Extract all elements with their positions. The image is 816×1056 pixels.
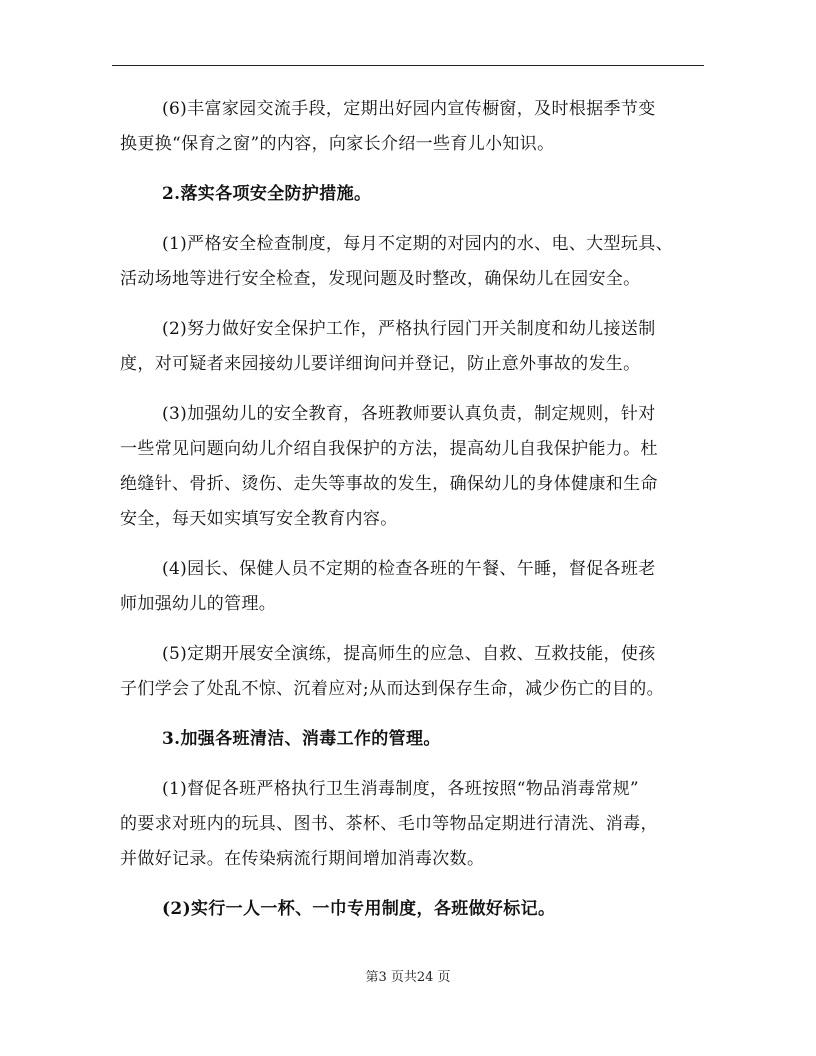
paragraph-staff-checks: [120, 552, 712, 622]
paragraph-safety-drills: [120, 637, 712, 707]
text-line: 并做好记录。在传染病流行期间增加消毒次数。: [120, 849, 485, 869]
text-line: (1)督促各班严格执行卫生消毒制度，各班按照“物品消毒常规”: [162, 779, 639, 799]
text-line: 子们学会了处乱不惊、沉着应对;从而达到保存生命，减少伤亡的目的。: [120, 679, 664, 699]
text-line: (6)丰富家园交流手段，定期出好园内宣传橱窗，及时根据季节变: [162, 99, 656, 119]
text-line: (1)严格安全检查制度，每月不定期的对园内的水、电、大型玩具、: [162, 234, 673, 254]
text-line: (5)定期开展安全演练，提高师生的应急、自救、互救技能，使孩: [162, 644, 656, 664]
text-line: 一些常见问题向幼儿介绍自我保护的方法，提高幼儿自我保护能力。杜: [120, 439, 658, 459]
text-line: 活动场地等进行安全检查，发现问题及时整改，确保幼儿在园安全。: [120, 269, 641, 289]
text-line: (3)加强幼儿的安全教育，各班教师要认真负责，制定规则，针对: [162, 404, 656, 424]
section-heading-3: 3.加强各班清洁、消毒工作的管理。: [162, 729, 441, 749]
text-line: 安全，每天如实填写安全教育内容。: [120, 509, 398, 529]
document-body: [120, 92, 712, 942]
paragraph-safety-education: [120, 397, 712, 537]
paragraph-safety-inspection: [120, 227, 712, 297]
paragraph-6-home-communication: [120, 92, 712, 162]
text-line: 度，对可疑者来园接幼儿要详细询问并登记，防止意外事故的发生。: [120, 354, 641, 374]
text-line: (4)园长、保健人员不定期的检查各班的午餐、午睡，督促各班老: [162, 559, 656, 579]
paragraph-disinfection: [120, 772, 712, 877]
page-number: 第3 页共24 页: [365, 970, 451, 985]
bold-item-one-cup-one-towel: (2)实行一人一杯、一巾专用制度，各班做好标记。: [162, 899, 556, 919]
text-line: (2)努力做好安全保护工作，严格执行园门开关制度和幼儿接送制: [162, 319, 656, 339]
text-line: 的要求对班内的玩具、图书、茶杯、毛巾等物品定期进行清洗、消毒，: [120, 814, 658, 834]
paragraph-safety-protection: [120, 312, 712, 382]
text-line: 师加强幼儿的管理。: [120, 594, 277, 614]
header-rule: [112, 65, 704, 66]
section-heading-2: 2.落实各项安全防护措施。: [162, 184, 372, 204]
text-line: 绝缝针、骨折、烫伤、走失等事故的发生，确保幼儿的身体健康和生命: [120, 474, 658, 494]
text-line: 换更换“保育之窗”的内容，向家长介绍一些育儿小知识。: [120, 134, 555, 154]
